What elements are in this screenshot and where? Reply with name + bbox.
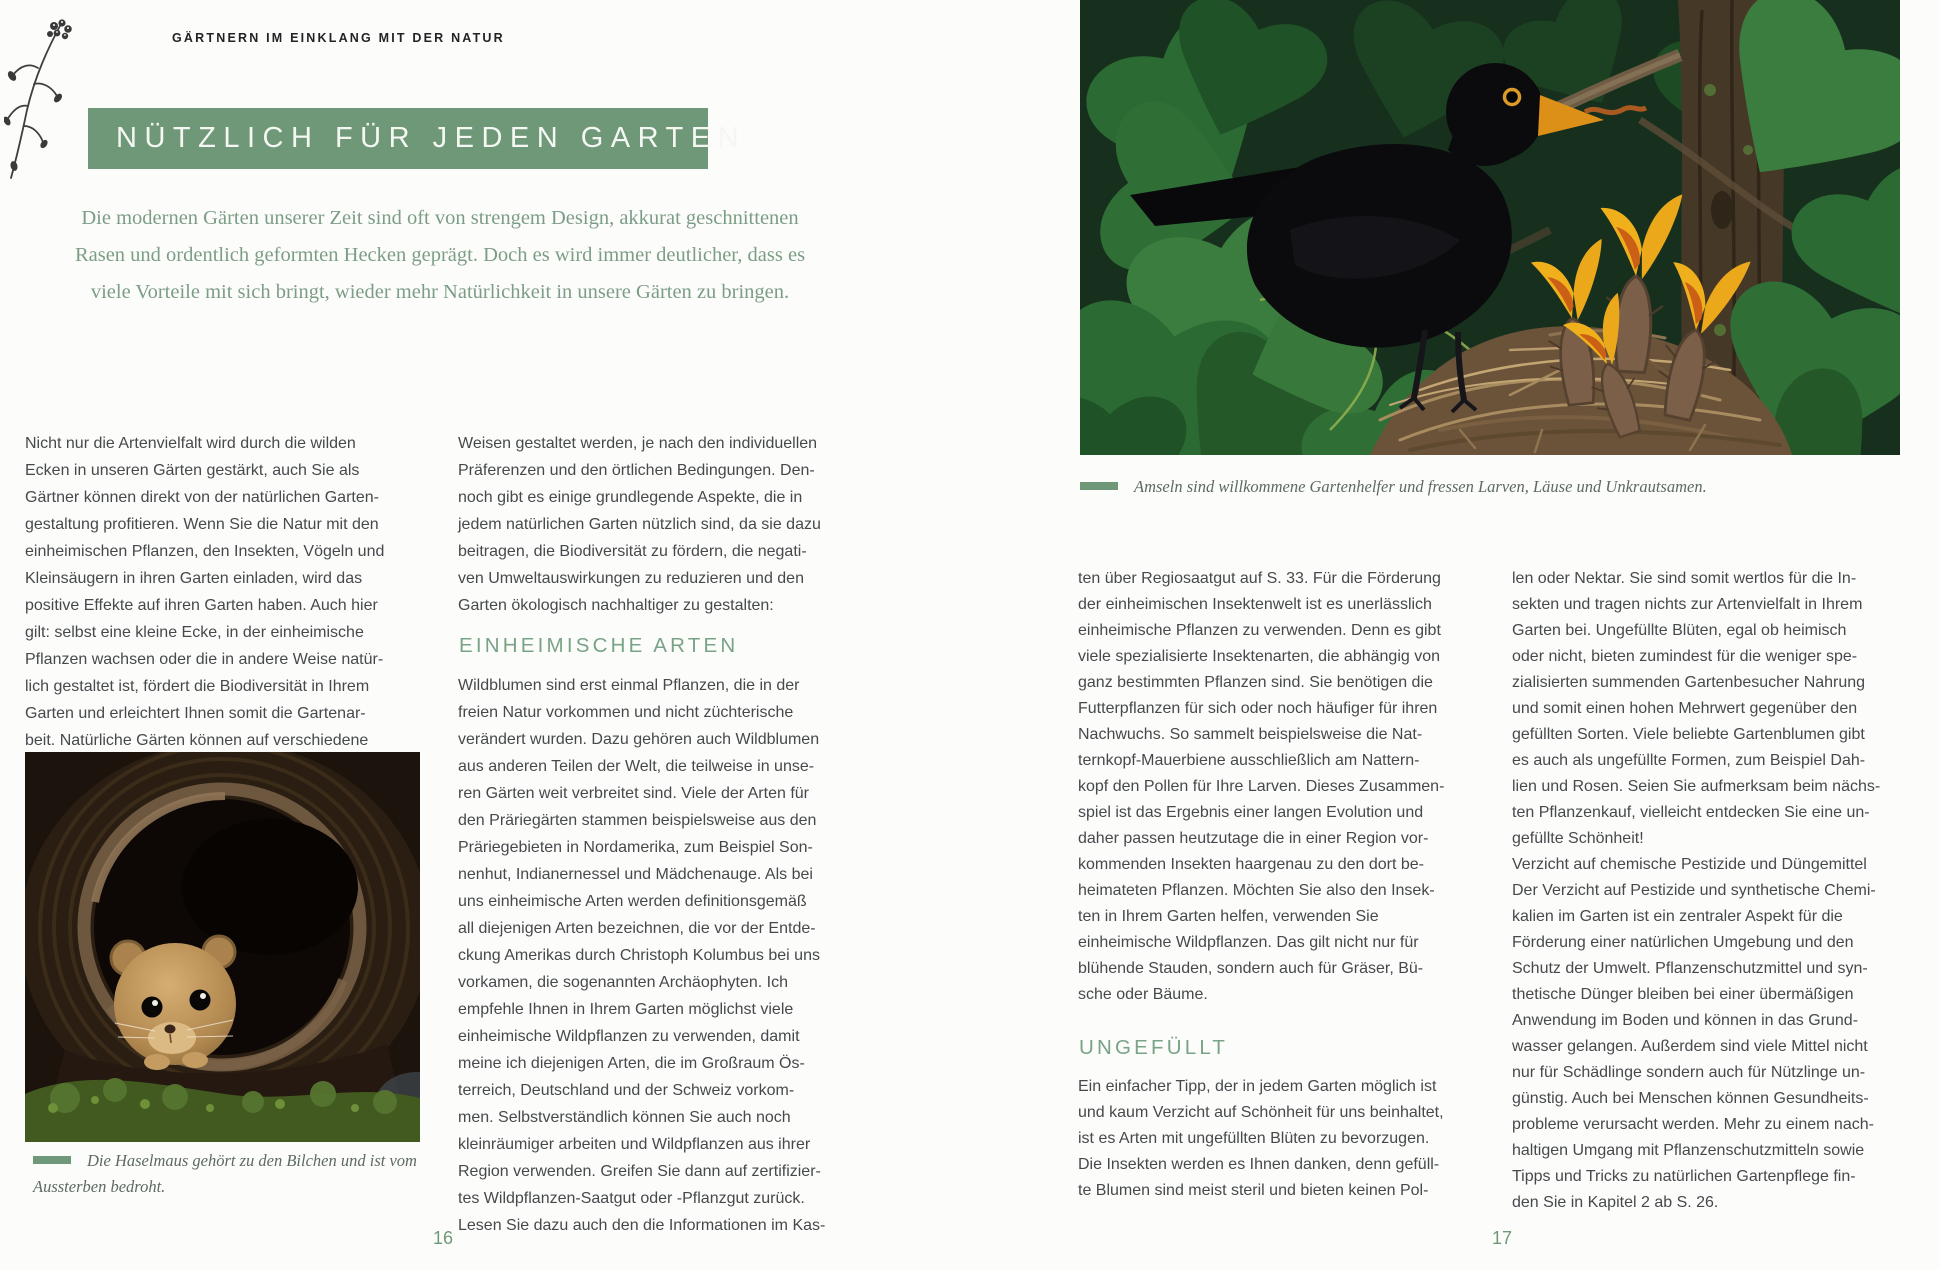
blackbird-photo xyxy=(1080,0,1900,455)
body-column-2 xyxy=(458,672,858,1239)
text-line: ten Pflanzenkauf, vielleicht entdecken Sie eine un- xyxy=(1512,804,1870,821)
text-line: len oder Nektar. Sie sind somit wertlos für die In- xyxy=(1512,570,1857,587)
body-column-1 xyxy=(1078,566,1493,1008)
text-line: und somit einen hohen Mehrwert gegenüber den xyxy=(1512,700,1858,717)
text-line: meine ich diejenigen Arten, die im Großraum Ös- xyxy=(458,1055,805,1072)
text-line: ganz bestimmten Pflanzen sind. Sie benötigen die xyxy=(1078,674,1433,691)
text-line: ten in Ihrem Garten helfen, verwenden Sie xyxy=(1078,908,1379,925)
text-line: sekten und tragen nichts zur Artenvielfalt in Ihrem xyxy=(1512,596,1863,613)
text-line: spiel ist das Ergebnis einer langen Evolution und xyxy=(1078,804,1424,821)
text-line: beit. Natürliche Gärten können auf verschiedene xyxy=(25,732,369,749)
text-line: gilt: selbst eine kleine Ecke, in der einheimische xyxy=(25,624,364,641)
text-line: terreich, Deutschland und der Schweiz vorkom- xyxy=(458,1082,795,1099)
text-line: Ecken in unseren Gärten gestärkt, auch Sie als xyxy=(25,462,360,479)
text-line: einheimische Wildpflanzen zu verwenden, damit xyxy=(458,1028,800,1045)
text-line: nenhut, Indianernessel und Mädchenauge. Als bei xyxy=(458,866,813,883)
text-line: Nicht nur die Artenvielfalt wird durch die wilden xyxy=(25,435,356,452)
text-line: Nachwuchs. So sammelt beispielsweise die Nat- xyxy=(1078,726,1423,743)
text-line: Garten bei. Ungefüllte Blüten, egal ob heimisch xyxy=(1512,622,1847,639)
text-line: den Sie in Kapitel 2 ab S. 26. xyxy=(1512,1194,1719,1211)
text-line: positive Effekte auf ihren Garten haben. Auch hier xyxy=(25,597,378,614)
text-line: tes Wildpflanzen-Saatgut oder -Pflanzgut zurück. xyxy=(458,1190,805,1207)
text-line: Kleinsäugern in ihren Garten einladen, wird das xyxy=(25,570,363,587)
text-line: einheimische Pflanzen zu verwenden. Denn es gibt xyxy=(1078,622,1441,639)
text-line: Garten und erleichtert Ihnen somit die Gartenar- xyxy=(25,705,366,722)
text-line: Die Insekten werden es Ihnen danken, denn gefüll- xyxy=(1078,1156,1440,1173)
text-line: Gärtner können direkt von der natürlichen Garten- xyxy=(25,489,379,506)
text-line: Wildblumen sind erst einmal Pflanzen, die in der xyxy=(458,677,800,694)
caption-dash-icon xyxy=(1080,482,1118,490)
text-line: Weisen gestaltet werden, je nach den individuellen xyxy=(458,435,818,452)
text-line: Präferenzen und den örtlichen Bedingungen. Den- xyxy=(458,462,815,479)
caption-text: Amseln sind willkommene Gartenhelfer und fressen Larven, Läuse und Unkrautsamen. xyxy=(1134,477,1707,496)
text-line: Pflanzen wachsen oder die in andere Weise natür- xyxy=(25,651,384,668)
text-line: daher passen heutzutage die in einer Region vor- xyxy=(1078,830,1429,847)
page-number-left: 16 xyxy=(433,1228,454,1248)
text-line: wasser gelangen. Außerdem sind viele Mittel nicht xyxy=(1512,1038,1868,1055)
text-line: lien und Rosen. Seien Sie aufmerksam beim nächs- xyxy=(1512,778,1881,795)
text-line: gefüllte Schönheit! xyxy=(1512,830,1644,847)
text-line: es auch als ungefüllte Formen, zum Beispiel Dah- xyxy=(1512,752,1866,769)
text-line: Verzicht auf chemische Pestizide und Düngemittel xyxy=(1512,856,1867,873)
text-line: noch gibt es einige grundlegende Aspekte, die in xyxy=(458,489,803,506)
text-line: men. Selbstverständlich können Sie auch noch xyxy=(458,1109,791,1126)
text-line: den Präriegärten stammen beispielsweise aus den xyxy=(458,812,817,829)
text-line: ternkopf-Mauerbiene ausschließlich am Nattern- xyxy=(1078,752,1420,769)
text-line: empfehle Ihnen in Ihrem Garten möglichst viele xyxy=(458,1001,794,1018)
text-line: blühende Stauden, sondern auch für Gräser, Bü- xyxy=(1078,960,1424,977)
botanical-sketch-illustration xyxy=(4,16,76,184)
text-line: Schutz der Umwelt. Pflanzenschutzmittel und syn- xyxy=(1512,960,1868,977)
text-line: thetische Dünger bleiben bei einer übermäßigen xyxy=(1512,986,1854,1003)
text-line: sche oder Bäume. xyxy=(1078,986,1208,1003)
text-line: ist es Arten mit ungefüllten Blüten zu bevorzugen. xyxy=(1078,1130,1430,1147)
text-line: all diejenigen Arten bezeichnen, die vor der Entde- xyxy=(458,920,816,937)
text-line: Förderung einer natürlichen Umgebung und den xyxy=(1512,934,1854,951)
text-line: ten über Regiosaatgut auf S. 33. Für die Förderung xyxy=(1078,570,1441,587)
text-line: probleme verursacht werden. Mehr zu einem nach- xyxy=(1512,1116,1874,1133)
text-line: Garten ökologisch nachhaltiger zu gestalten: xyxy=(458,597,774,614)
section-heading-ungefuellt: UNGEFÜLLT xyxy=(1079,1036,1229,1059)
text-line: Tipps und Tricks zu natürlichen Gartenpflege fin- xyxy=(1512,1168,1856,1185)
section-heading-einheimische-arten: EINHEIMISCHE ARTEN xyxy=(459,634,739,657)
text-line: ckung Amerikas durch Christoph Kolumbus bei uns xyxy=(458,947,820,964)
body-column-2-intro xyxy=(458,430,858,619)
text-line: viele spezialisierte Insektenarten, die abhängig von xyxy=(1078,648,1441,665)
text-line: und kaum Verzicht auf Schönheit für uns beinhaltet, xyxy=(1078,1104,1444,1121)
chapter-kicker: GÄRTNERN IM EINKLANG MIT DER NATUR xyxy=(172,31,505,45)
text-line: nur für Schädlinge sondern auch für Nützlinge un- xyxy=(1512,1064,1866,1081)
text-line: oder nicht, bieten zumindest für die weniger spe- xyxy=(1512,648,1858,665)
text-line: beitragen, die Biodiversität zu fördern, die negati- xyxy=(458,543,807,560)
text-line: Region verwenden. Greifen Sie dann auf zertifizier- xyxy=(458,1163,821,1180)
text-line: Ein einfacher Tipp, der in jedem Garten möglich ist xyxy=(1078,1078,1437,1095)
text-line: lich gestaltet ist, fördert die Biodiversität in Ihrem xyxy=(25,678,370,695)
text-line: kalien im Garten ist ein zentraler Aspekt für die xyxy=(1512,908,1843,925)
text-line: der einheimischen Insektenwelt ist es unerlässlich xyxy=(1078,596,1432,613)
text-line: vorkamen, die sogenannten Archäophyten. Ich xyxy=(458,974,788,991)
text-line: zialisierten summenden Gartenbesucher Nahrung xyxy=(1512,674,1866,691)
dormouse-photo xyxy=(25,752,420,1142)
text-line: Präriegebieten in Nordamerika, zum Beispiel Son- xyxy=(458,839,813,856)
text-line: freien Natur vorkommen und nicht züchterische xyxy=(458,704,794,721)
text-line: Anwendung im Boden und können in das Grund- xyxy=(1512,1012,1859,1029)
caption-line: Die Haselmaus gehört zu den Bilchen und ist vom xyxy=(33,1148,453,1174)
text-line: einheimischen Pflanzen, den Insekten, Vögeln und xyxy=(25,543,385,560)
text-line: Lesen Sie dazu auch den die Informationen im Kas- xyxy=(458,1217,826,1234)
body-column-1 xyxy=(25,430,425,754)
page-title: NÜTZLICH FÜR JEDEN GARTEN xyxy=(116,122,747,154)
title-banner xyxy=(88,108,747,169)
photo-caption xyxy=(33,1148,453,1200)
text-line: aus anderen Teilen der Welt, die teilweise in unse- xyxy=(458,758,815,775)
text-line: kleinräumiger arbeiten und Wildpflanzen aus ihrer xyxy=(458,1136,811,1153)
text-line: günstig. Auch bei Menschen können Gesundheits- xyxy=(1512,1090,1869,1107)
body-column-1-continued xyxy=(1078,1074,1493,1204)
text-line: kommenden Insekten haargenau zu den dort be- xyxy=(1078,856,1425,873)
text-line: Der Verzicht auf Pestizide und synthetische Chemi- xyxy=(1512,882,1876,899)
text-line: te Blumen sind meist steril und bieten keinen Pol- xyxy=(1078,1182,1429,1199)
intro-paragraph xyxy=(35,200,845,311)
text-line: haltigen Umgang mit Pflanzenschutzmitteln sowie xyxy=(1512,1142,1865,1159)
page-number-right: 17 xyxy=(1492,1228,1513,1248)
right-page xyxy=(970,0,1940,1270)
text-line: jedem natürlichen Garten nützlich sind, da sie dazu xyxy=(458,516,821,533)
caption-line: Aussterben bedroht. xyxy=(33,1177,166,1196)
caption-dash-icon xyxy=(33,1156,71,1164)
text-line: gefüllten Sorten. Viele beliebte Gartenblumen gibt xyxy=(1512,726,1865,743)
text-line: Futterpflanzen für sich oder noch häufiger für ihren xyxy=(1078,700,1438,717)
body-column-2 xyxy=(1512,566,1932,1216)
text-line: einheimische Wildpflanzen. Das gilt nicht nur für xyxy=(1078,934,1419,951)
text-line: verändert wurden. Dazu gehören auch Wildblumen xyxy=(458,731,820,748)
text-line: kopf den Pollen für Ihre Larven. Dieses Zusammen- xyxy=(1078,778,1445,795)
text-line: ren Gärten weit verbreitet sind. Viele der Arten für xyxy=(458,785,809,802)
text-line: viele Vorteile mit sich bringt, wieder mehr Natürlichkeit in unsere Gärten zu bringen. xyxy=(90,281,790,303)
text-line: Rasen und ordentlich geformten Hecken geprägt. Doch es wird immer deutlicher, dass es xyxy=(74,244,806,266)
text-line: gestaltung profitieren. Wenn Sie die Natur mit den xyxy=(25,516,379,533)
text-line: uns einheimische Arten werden definitionsgemäß xyxy=(458,893,807,910)
text-line: ven Umweltauswirkungen zu reduzieren und den xyxy=(458,570,804,587)
text-line: heimateten Pflanzen. Möchten Sie also den Insek- xyxy=(1078,882,1435,899)
photo-caption xyxy=(1080,474,1840,500)
text-line: Die modernen Gärten unserer Zeit sind oft von strengem Design, akkurat geschnittenen xyxy=(81,207,799,229)
